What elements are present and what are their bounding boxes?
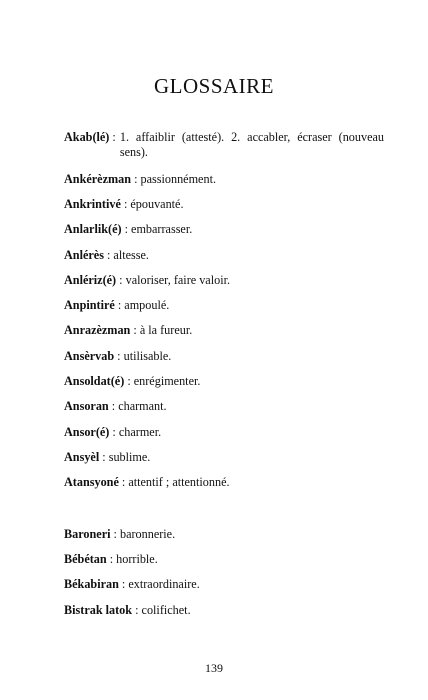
glossary-separator: : bbox=[109, 425, 119, 439]
glossary-term: Anlériz(é) bbox=[64, 273, 117, 287]
glossary-separator: : bbox=[120, 197, 131, 211]
glossary-separator: : bbox=[121, 222, 132, 236]
glossary-separator: : bbox=[118, 577, 129, 591]
glossary-separator: : bbox=[132, 603, 142, 617]
glossary-separator: : bbox=[103, 248, 114, 262]
glossary-definition: utilisable. bbox=[123, 349, 172, 363]
glossary-term: Békabiran bbox=[64, 577, 119, 591]
glossary-separator: : bbox=[106, 552, 117, 566]
glossary-definition: baronnerie. bbox=[119, 527, 176, 541]
glossary-entry bbox=[64, 475, 384, 490]
glossary-entry bbox=[64, 527, 384, 542]
glossary-definition: attentif ; attentionné. bbox=[128, 475, 230, 489]
glossary-entry bbox=[64, 130, 384, 160]
glossary-separator: : bbox=[99, 450, 109, 464]
glossary-separator: : bbox=[114, 349, 124, 363]
glossary-definition: épouvanté. bbox=[130, 197, 184, 211]
glossary-term: Anlérès bbox=[64, 248, 104, 262]
glossary-term: Bébétan bbox=[64, 552, 107, 566]
glossary-separator: : bbox=[131, 172, 141, 186]
glossary-entry bbox=[64, 298, 384, 313]
glossary-separator: : bbox=[108, 399, 119, 413]
glossary-entry bbox=[64, 399, 384, 414]
glossary-term: Ankrintivé bbox=[64, 197, 121, 211]
glossary-entry bbox=[64, 603, 384, 618]
glossary-term: Ansoldat(é) bbox=[64, 374, 125, 388]
glossary-definition: à la fureur. bbox=[139, 323, 193, 337]
glossary-definition: passionnément. bbox=[140, 172, 216, 186]
glossary-term: Akab(lé) bbox=[64, 130, 110, 144]
glossary-entry bbox=[64, 425, 384, 440]
glossary-separator: : bbox=[110, 527, 120, 541]
glossary-definition: charmant. bbox=[118, 399, 167, 413]
glossary-separator: : bbox=[124, 374, 134, 388]
glossary-definition: horrible. bbox=[116, 552, 158, 566]
glossary-term: Baroneri bbox=[64, 527, 111, 541]
glossary-entry bbox=[64, 197, 384, 212]
glossary-separator: : bbox=[116, 273, 126, 287]
page-number: 139 bbox=[205, 661, 223, 675]
glossary-term: Ansoran bbox=[64, 399, 109, 413]
glossary-entry bbox=[64, 374, 384, 389]
glossary-definition: 1. affaiblir (attesté). 2. accabler, écraser (nouveau sens). bbox=[119, 130, 384, 159]
page-title: GLOSSAIRE bbox=[153, 74, 274, 99]
glossary-definition: altesse. bbox=[113, 248, 149, 262]
glossary-entry bbox=[64, 349, 384, 364]
glossary-term: Anlarlik(é) bbox=[64, 222, 122, 236]
glossary-entry bbox=[64, 273, 384, 288]
glossary-entry bbox=[64, 222, 384, 237]
glossary-definition: colifichet. bbox=[141, 603, 191, 617]
glossary-term: Ansyèl bbox=[64, 450, 100, 464]
glossary-definition: embarrasser. bbox=[131, 222, 193, 236]
glossary-term: Ankérèzman bbox=[64, 172, 132, 186]
glossary-separator: : bbox=[130, 323, 140, 337]
glossary-entry bbox=[64, 552, 384, 567]
glossary-term: Ansor(é) bbox=[64, 425, 110, 439]
glossary-definition: ampoulé. bbox=[124, 298, 170, 312]
glossary-definition: extraordinaire. bbox=[128, 577, 200, 591]
glossary-separator: : bbox=[114, 298, 125, 312]
glossary-term: Anpintiré bbox=[64, 298, 115, 312]
glossary-term: Anrazèzman bbox=[64, 323, 131, 337]
glossary-definition: charmer. bbox=[118, 425, 162, 439]
glossary-definition: sublime. bbox=[108, 450, 151, 464]
glossary-definition: valoriser, faire valoir. bbox=[125, 273, 231, 287]
glossary-entry bbox=[64, 577, 384, 592]
glossary-separator: : bbox=[118, 475, 129, 489]
glossary-definition: enrégimenter. bbox=[133, 374, 201, 388]
glossary-term: Atansyoné bbox=[64, 475, 119, 489]
glossary-entry bbox=[64, 450, 384, 465]
glossary-term: Bistrak latok bbox=[64, 603, 133, 617]
glossary-term: Ansèrvab bbox=[64, 349, 115, 363]
glossary-separator: : bbox=[109, 130, 119, 144]
glossary-entry bbox=[64, 248, 384, 263]
glossary-entry bbox=[64, 172, 384, 187]
glossary-entry bbox=[64, 323, 384, 338]
